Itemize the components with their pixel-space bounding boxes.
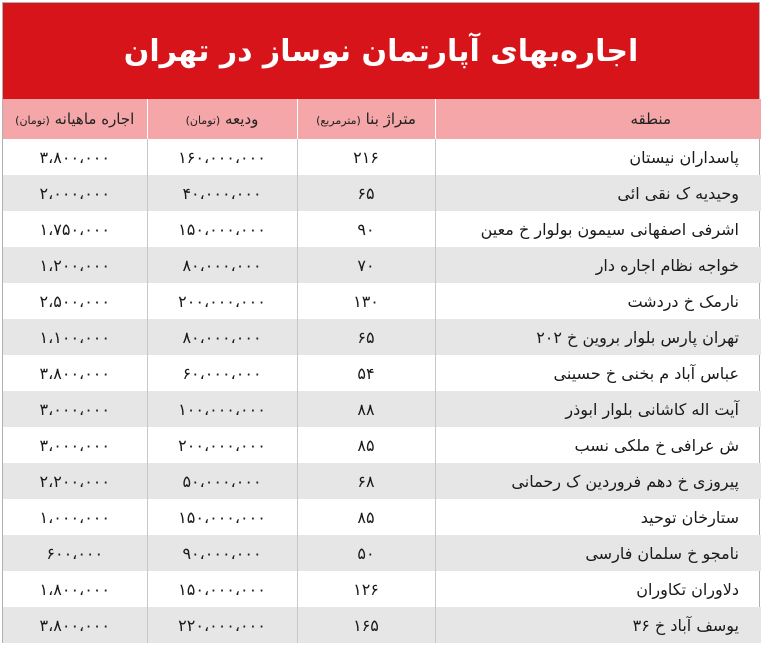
- region-cell: تهران پارس بلوار بروین خ ۲۰۲: [435, 319, 761, 355]
- header-rent: اجاره ماهیانه (تومان): [15, 110, 135, 128]
- table-row: [3, 211, 761, 247]
- rent-cell: ۶۰۰،۰۰۰: [46, 543, 104, 563]
- region-cell: پیروزی خ دهم فروردین ک رحمانی: [435, 463, 761, 499]
- table-row: [3, 535, 761, 571]
- rent-cell: ۲،۵۰۰،۰۰۰: [39, 291, 110, 311]
- region-cell: دلاوران تکاوران: [435, 571, 761, 607]
- rent-table-card: [2, 2, 760, 643]
- area-cell: ۲۱۶: [297, 139, 435, 175]
- area-cell: ۵۴: [297, 355, 435, 391]
- area-cell: ۹۰: [297, 211, 435, 247]
- region-cell: عباس آباد م بخنی خ حسینی: [435, 355, 761, 391]
- table-row: [3, 283, 761, 319]
- header-deposit: ودیعه (تومان): [147, 99, 297, 139]
- region-cell: وحیدیه ک نقی ائی: [435, 175, 761, 211]
- rent-cell: ۱،۸۰۰،۰۰۰: [39, 579, 110, 599]
- deposit-cell: ۱۶۰،۰۰۰،۰۰۰: [147, 139, 297, 175]
- table-row: [3, 175, 761, 211]
- region-cell: نامجو خ سلمان فارسی: [435, 535, 761, 571]
- deposit-cell: ۴۰،۰۰۰،۰۰۰: [147, 175, 297, 211]
- area-cell: ۵۰: [297, 535, 435, 571]
- rent-cell: ۱،۱۰۰،۰۰۰: [39, 327, 110, 347]
- deposit-cell: ۱۵۰،۰۰۰،۰۰۰: [147, 571, 297, 607]
- table-row: [3, 391, 761, 427]
- region-cell: آیت اله کاشانی بلوار ابوذر: [435, 391, 761, 427]
- region-cell: اشرفی اصفهانی سیمون بولوار خ معین: [435, 211, 761, 247]
- area-cell: ۱۳۰: [297, 283, 435, 319]
- table-row: [3, 355, 761, 391]
- region-cell: نارمک خ دردشت: [435, 283, 761, 319]
- rent-cell: ۱،۷۵۰،۰۰۰: [39, 219, 110, 239]
- deposit-cell: ۸۰،۰۰۰،۰۰۰: [147, 247, 297, 283]
- table-row: [3, 427, 761, 463]
- deposit-cell: ۸۰،۰۰۰،۰۰۰: [147, 319, 297, 355]
- rent-cell: ۳،۸۰۰،۰۰۰: [39, 147, 110, 167]
- rent-cell: ۳،۰۰۰،۰۰۰: [39, 435, 110, 455]
- header-region: منطقه: [435, 99, 761, 139]
- table-row: [3, 607, 761, 643]
- deposit-cell: ۶۰،۰۰۰،۰۰۰: [147, 355, 297, 391]
- deposit-cell: ۵۰،۰۰۰،۰۰۰: [147, 463, 297, 499]
- area-cell: ۸۸: [297, 391, 435, 427]
- area-cell: ۶۵: [297, 319, 435, 355]
- deposit-cell: ۲۰۰،۰۰۰،۰۰۰: [147, 283, 297, 319]
- table-row: [3, 499, 761, 535]
- deposit-cell: ۱۵۰،۰۰۰،۰۰۰: [147, 499, 297, 535]
- area-cell: ۷۰: [297, 247, 435, 283]
- table-header-row: [3, 99, 761, 139]
- deposit-cell: ۱۰۰،۰۰۰،۰۰۰: [147, 391, 297, 427]
- rent-cell: ۱،۲۰۰،۰۰۰: [39, 255, 110, 275]
- deposit-cell: ۲۲۰،۰۰۰،۰۰۰: [147, 607, 297, 643]
- rent-cell: ۳،۰۰۰،۰۰۰: [39, 399, 110, 419]
- table-row: [3, 463, 761, 499]
- deposit-cell: ۱۵۰،۰۰۰،۰۰۰: [147, 211, 297, 247]
- table-row: [3, 139, 761, 175]
- table-row: [3, 319, 761, 355]
- rent-cell: ۳،۸۰۰،۰۰۰: [39, 363, 110, 383]
- rent-cell: ۱،۰۰۰،۰۰۰: [39, 507, 110, 527]
- rent-cell: ۲،۰۰۰،۰۰۰: [39, 183, 110, 203]
- page-title: اجاره‌بهای آپارتمان نوساز در تهران: [123, 33, 639, 69]
- area-cell: ۸۵: [297, 427, 435, 463]
- deposit-cell: ۲۰۰،۰۰۰،۰۰۰: [147, 427, 297, 463]
- deposit-cell: ۹۰،۰۰۰،۰۰۰: [147, 535, 297, 571]
- region-cell: ستارخان توحید: [435, 499, 761, 535]
- title-bar: [3, 3, 759, 99]
- rent-table: [3, 99, 761, 643]
- region-cell: ش عرافی خ ملکی نسب: [435, 427, 761, 463]
- region-cell: پاسداران نیستان: [435, 139, 761, 175]
- header-area: متراژ بنا (مترمربع): [297, 99, 435, 139]
- area-cell: ۶۸: [297, 463, 435, 499]
- region-cell: خواجه نظام اجاره دار: [435, 247, 761, 283]
- area-cell: ۸۵: [297, 499, 435, 535]
- table-row: [3, 571, 761, 607]
- rent-cell: ۳،۸۰۰،۰۰۰: [39, 615, 110, 635]
- rent-cell: ۲،۲۰۰،۰۰۰: [39, 471, 110, 491]
- table-row: [3, 247, 761, 283]
- region-cell: یوسف آباد خ ۳۶: [435, 607, 761, 643]
- area-cell: ۶۵: [297, 175, 435, 211]
- area-cell: ۱۲۶: [297, 571, 435, 607]
- area-cell: ۱۶۵: [297, 607, 435, 643]
